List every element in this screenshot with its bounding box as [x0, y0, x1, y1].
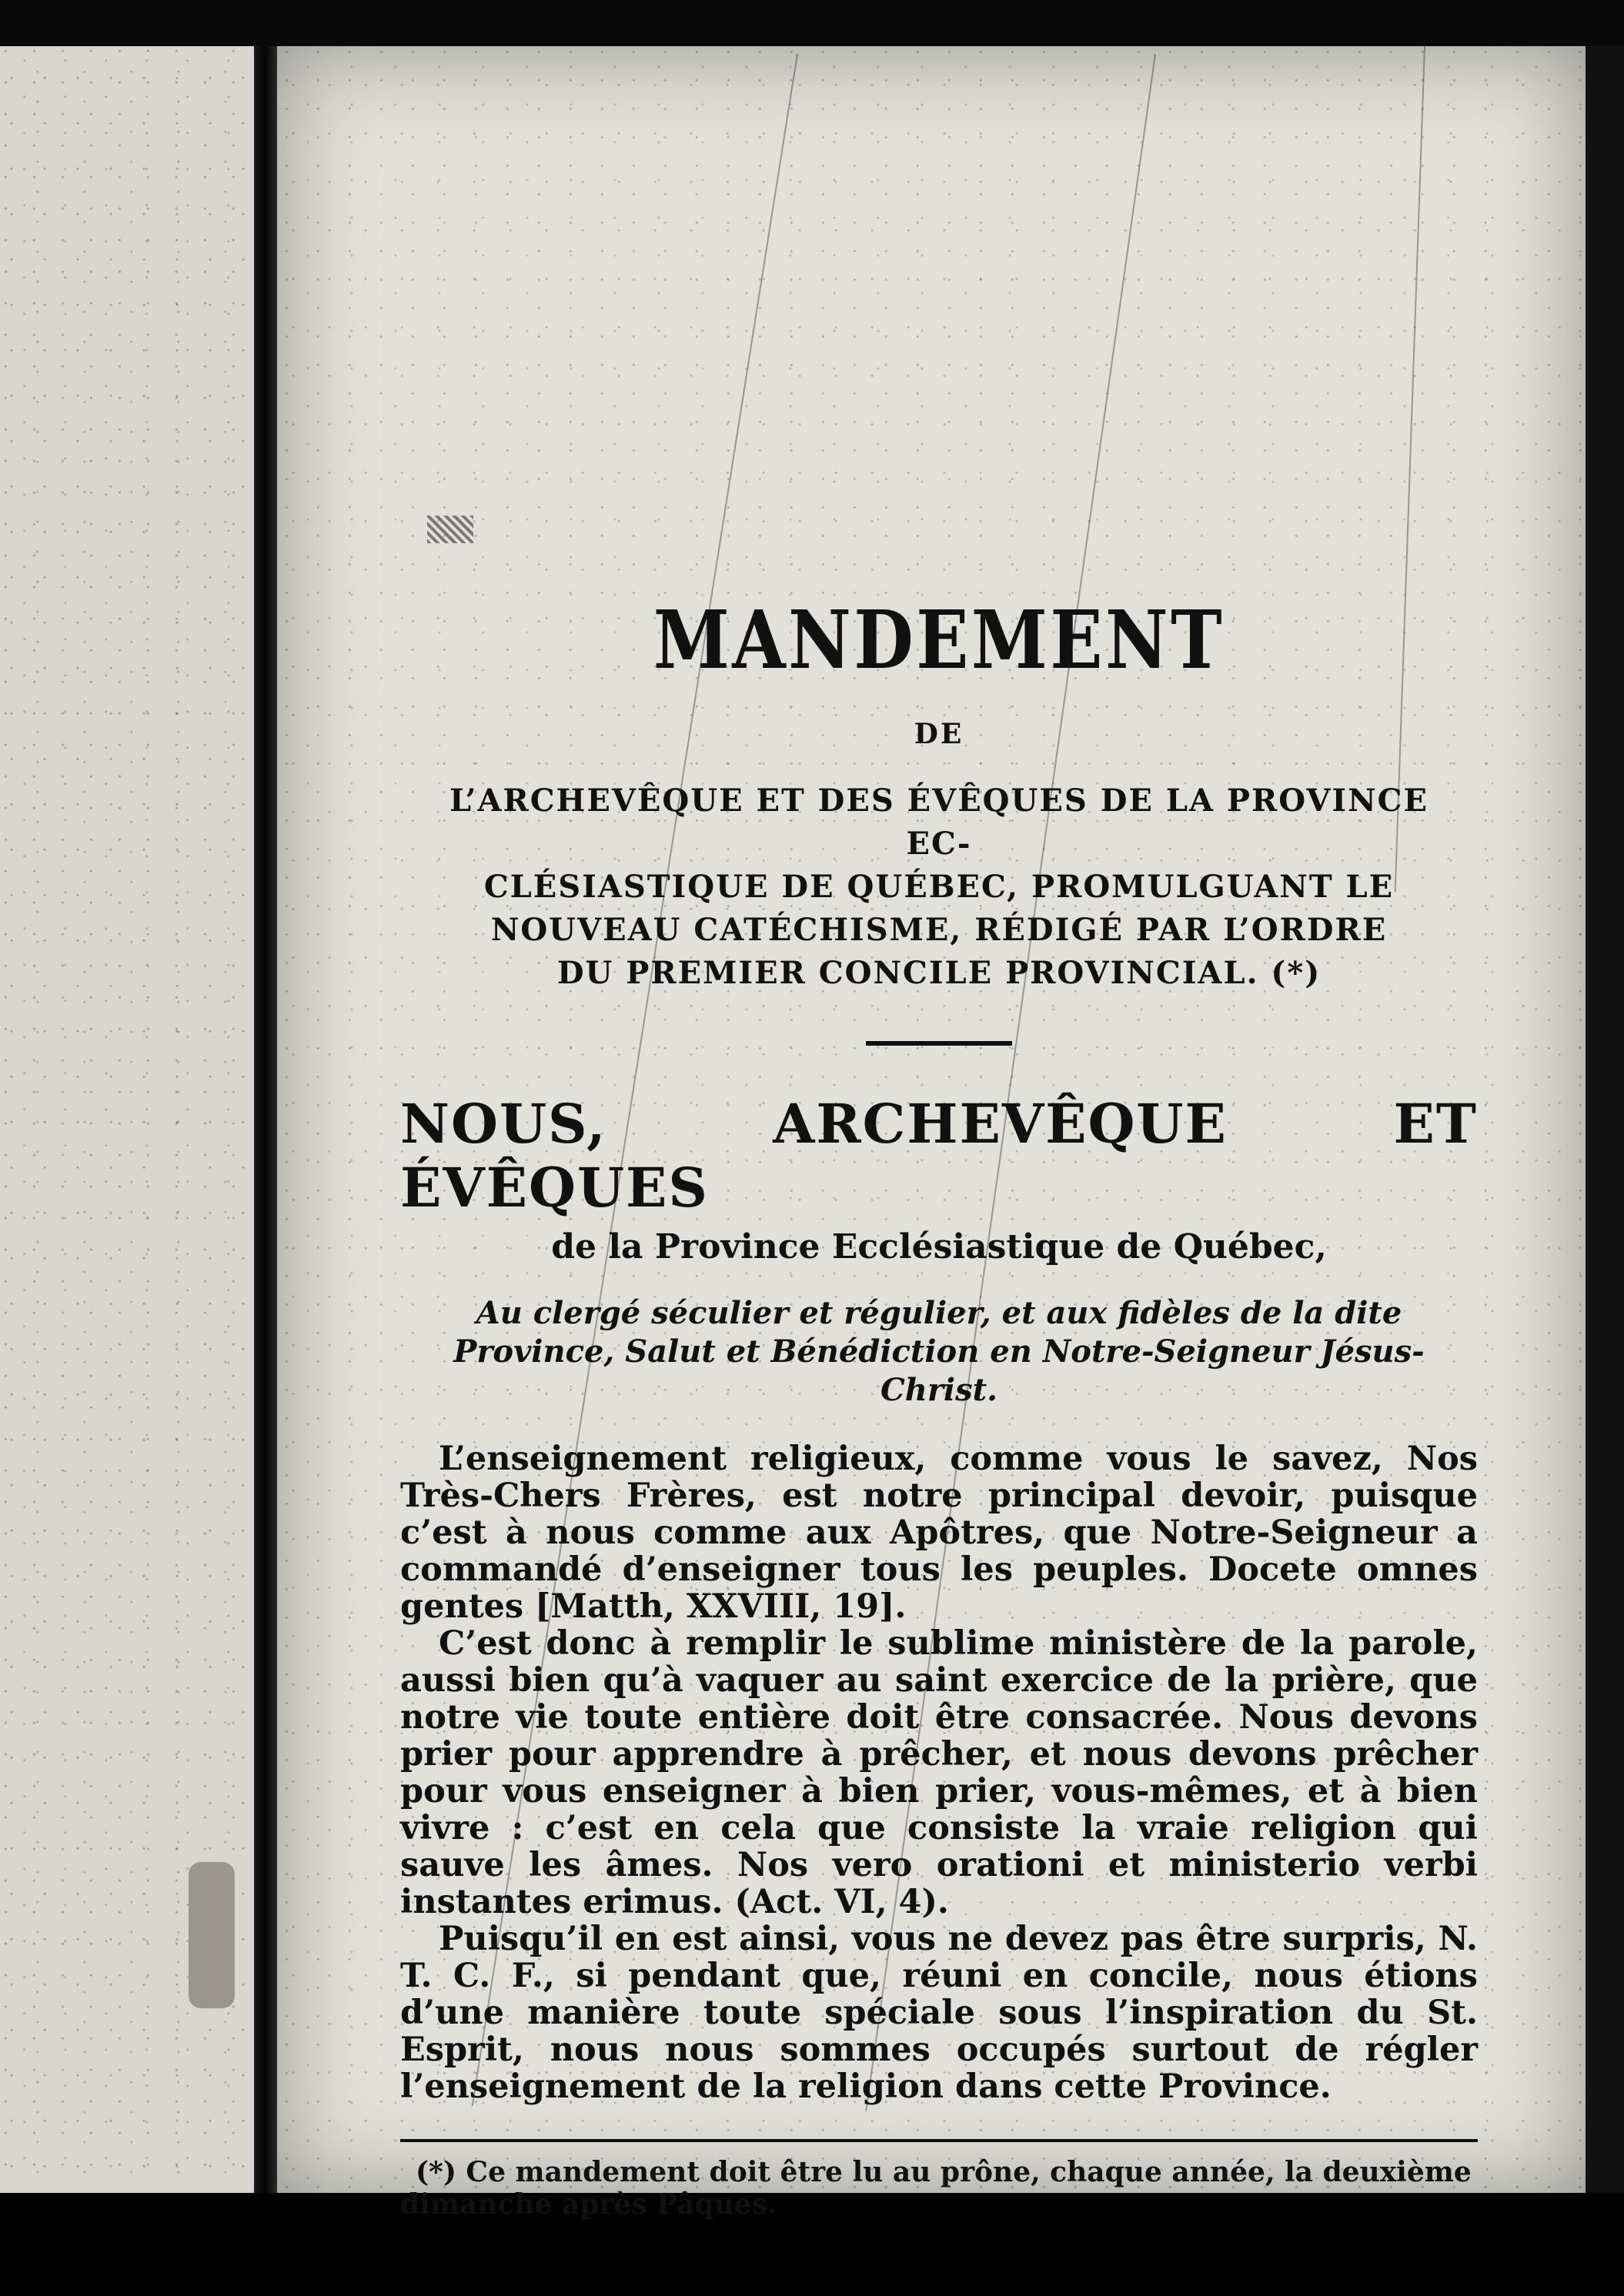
body-text: [400, 1440, 1478, 2105]
paragraph: L’enseignement religieux, comme vous le savez, Nos Très-Chers Frères, est notre principal devoir, puisque c’est à nous comme aux Apôtres, que Notre-Seigneur a commandé d’enseigner tous les peuples. Docete omnes gentes [Matth, XXVIII, 19].: [400, 1440, 1478, 1626]
right-edge-shadow: [1586, 46, 1624, 2193]
salutation: Au clergé séculier et régulier, et aux fidèles de la dite Province, Salut et Bénédiction en Notre-Seigneur Jésus-Christ.: [453, 1295, 1425, 1408]
subtitle-line: L’ARCHEVÊQUE ET DES ÉVÊQUES DE LA PROVINCE EC-: [449, 783, 1429, 862]
document-content: [400, 592, 1478, 2221]
footnote-divider: [400, 2139, 1478, 2142]
subtitle-line: CLÉSIASTIQUE DE QUÉBEC, PROMULGUANT LE: [483, 869, 1395, 905]
ink-smudge: [427, 516, 473, 543]
section-heading: NOUS, ARCHEVÊQUE ET ÉVÊQUES: [400, 1092, 1478, 1220]
book-gutter: [254, 46, 277, 2193]
document-title: MANDEMENT: [653, 592, 1225, 687]
paragraph: Puisqu’il en est ainsi, vous ne devez pas être surpris, N. T. C. F., si pendant que, réuni en concile, nous étions d’une manière toute spéciale sous l’inspiration du St. Esprit, nous nous sommes occupés surtout de régler l’enseignement de la religion dans cette Province.: [400, 1920, 1478, 2106]
title-connector: DE: [914, 718, 964, 750]
subtitle-line: DU PREMIER CONCILE PROVINCIAL. (*): [556, 955, 1322, 991]
section-subheading: de la Province Ecclésiastique de Québec,: [551, 1227, 1327, 1266]
section-divider: [866, 1041, 1012, 1046]
paragraph: C’est donc à remplir le sublime ministère de la parole, aussi bien qu’à vaquer au saint exercice de la prière, que notre vie toute entière doit être consacrée. Nous devons prier pour apprendre à prêcher, et nous devons prêcher pour vous enseigner à bien prier, vous-mêmes, et à bien vivre : c’est en cela que consiste la vraie religion qui sauve les âmes. Nos vero orationi et ministerio verbi instantes erimus. (Act. VI, 4).: [400, 1624, 1478, 1921]
binding-tab: [189, 1862, 235, 2008]
footnote: (*) Ce mandement doit être lu au prône, chaque année, la deuxième dimanche après Pâques.: [400, 2156, 1472, 2221]
subtitle-line: NOUVEAU CATÉCHISME, RÉDIGÉ PAR L’ORDRE: [490, 912, 1388, 948]
document-subtitle: [431, 779, 1447, 995]
